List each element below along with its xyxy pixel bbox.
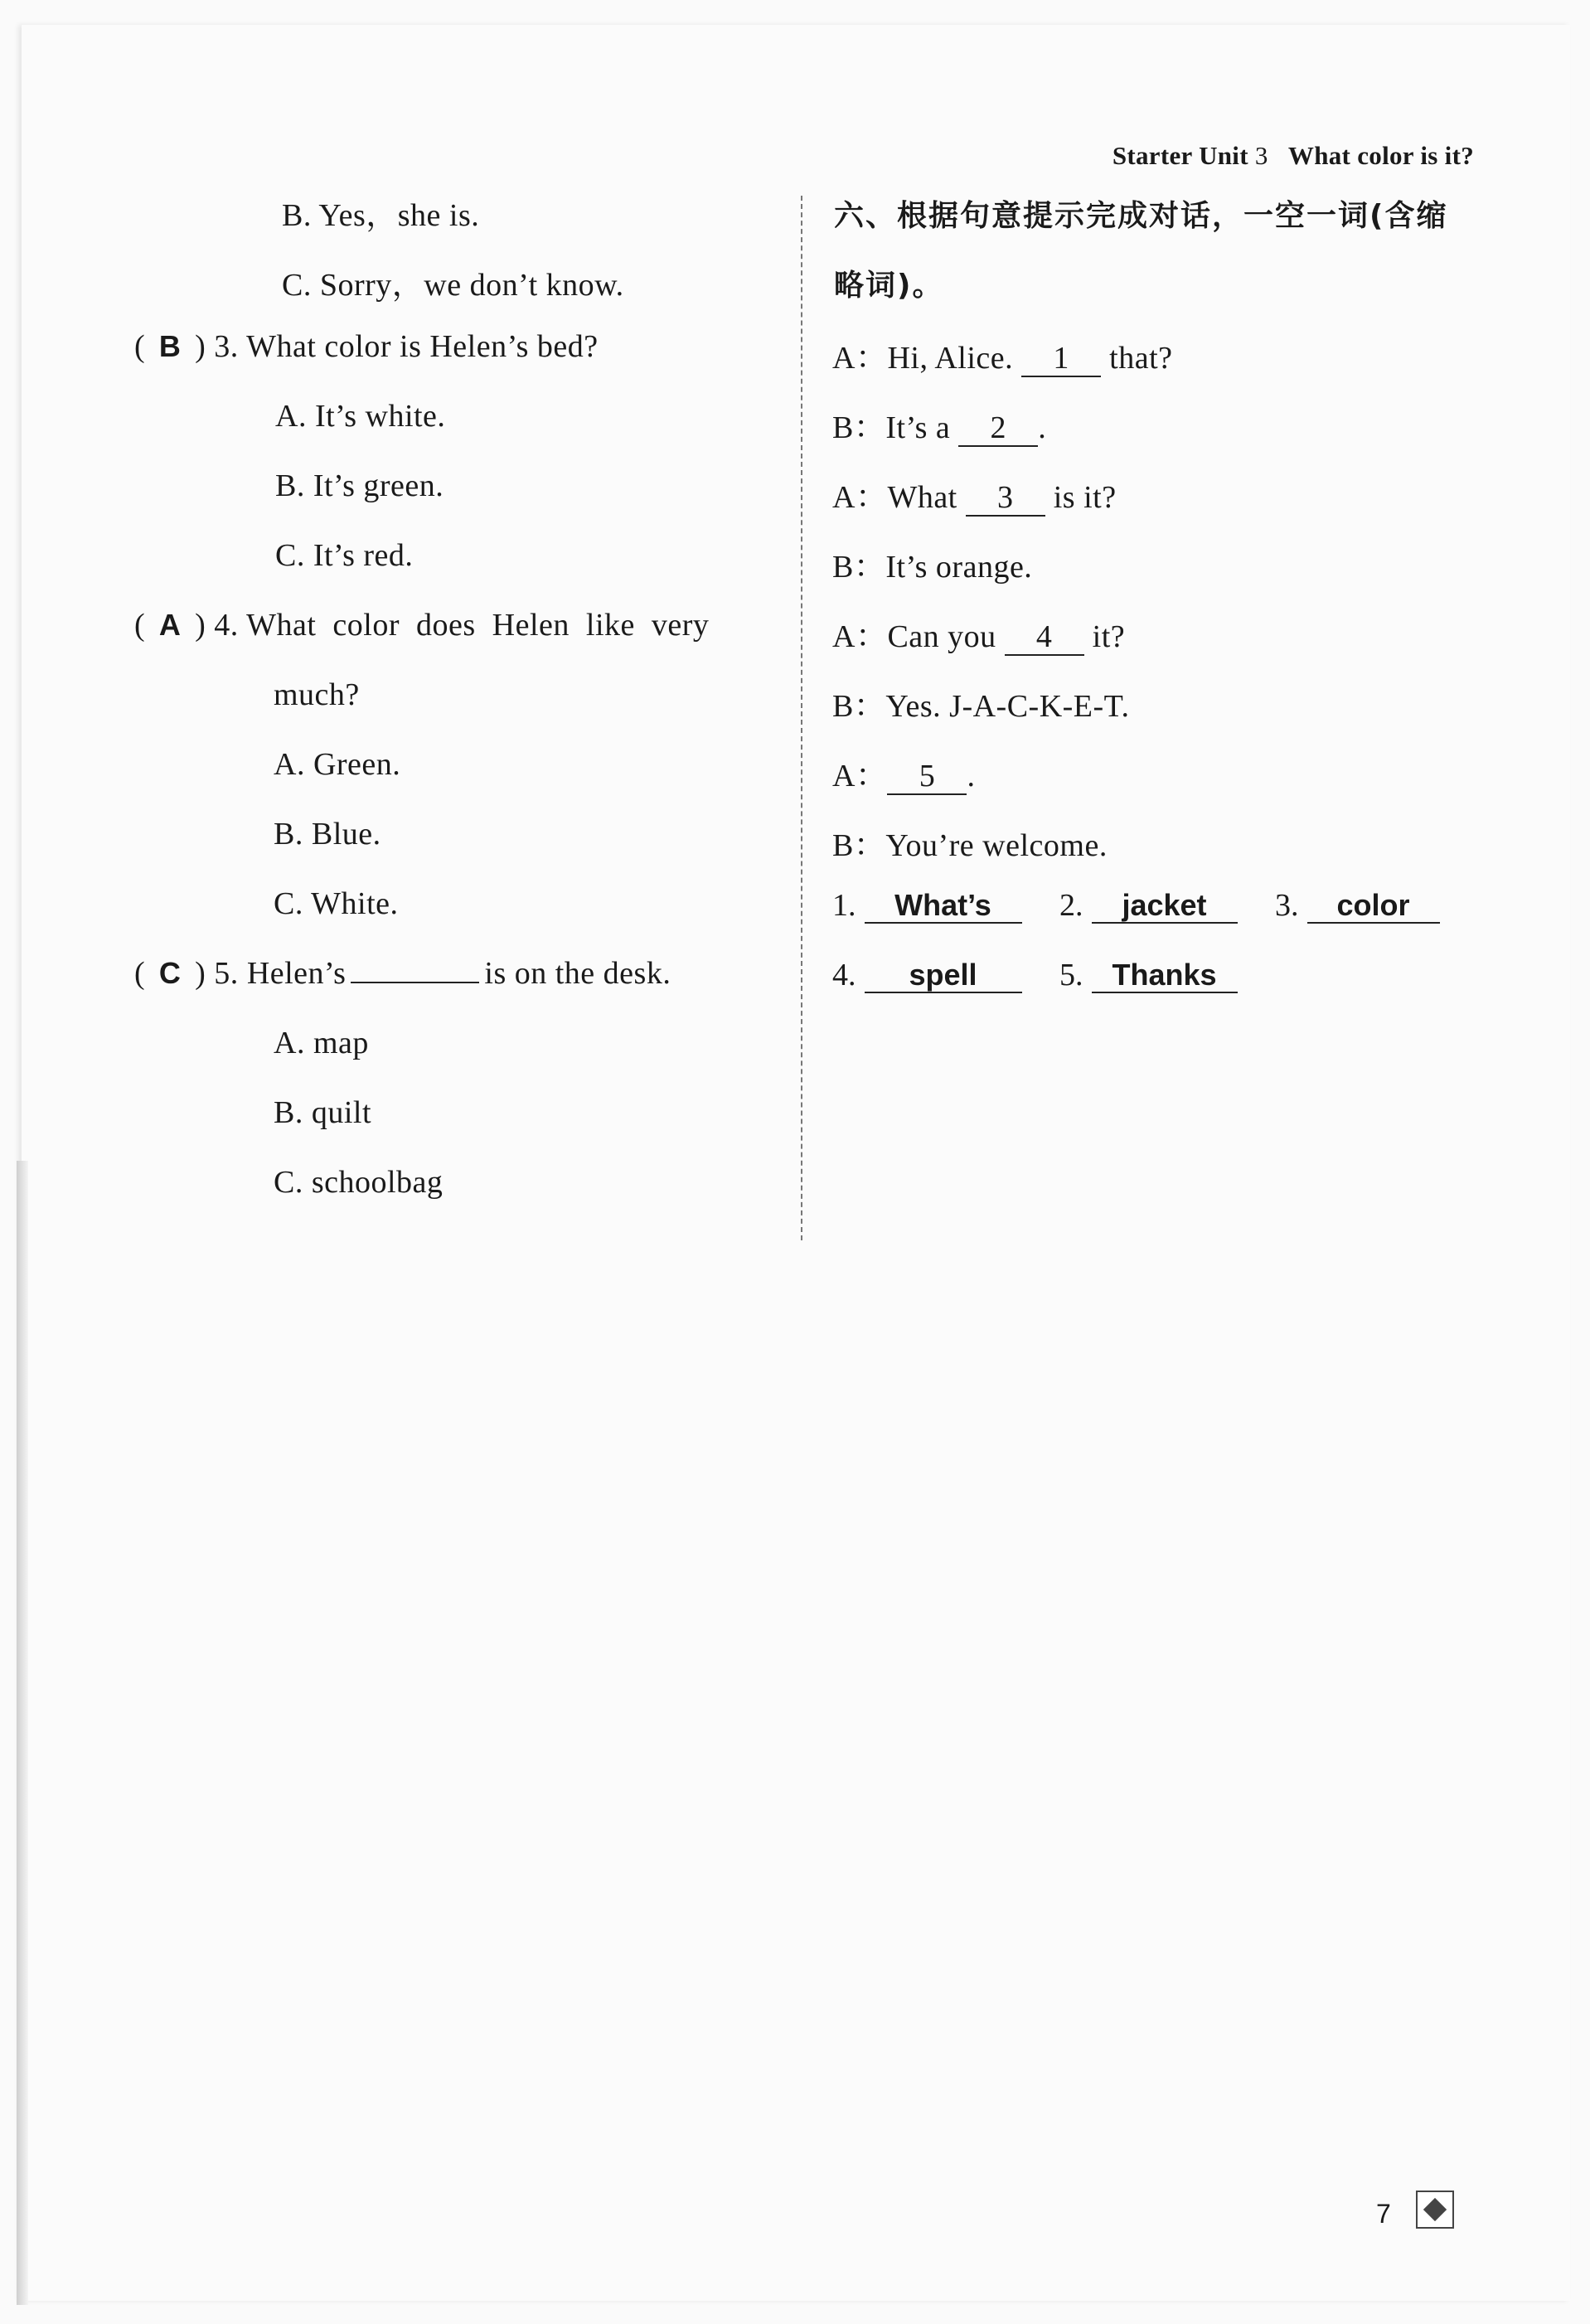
blank-1: 1	[1021, 342, 1101, 377]
open-paren: (	[134, 329, 146, 364]
q4-option-a: A. Green.	[274, 747, 401, 782]
section-six-title: 六、根据句意提示完成对话，一空一词(含缩	[834, 199, 1448, 233]
answer-number: 1.	[832, 888, 856, 923]
dialogue-text: it?	[1092, 619, 1126, 654]
q5-answer: C	[158, 956, 182, 990]
q3-option-b: B. It’s green.	[275, 468, 444, 503]
page-sheet	[22, 25, 1570, 2301]
page-number: 7	[1376, 2199, 1391, 2229]
q5-stem-before: Helen’s	[246, 956, 347, 991]
question-5	[134, 955, 671, 992]
answer-word: Thanks	[1092, 958, 1238, 993]
speaker: B：	[832, 828, 886, 863]
header-title: What color is it?	[1287, 141, 1474, 170]
speaker: A：	[832, 480, 888, 515]
dialogue-line-8	[832, 819, 1108, 865]
q5-option-c: C. schoolbag	[274, 1165, 444, 1200]
dialogue-line-4	[832, 541, 1032, 586]
q3-option-c: C. It’s red.	[275, 538, 414, 573]
answer-number: 3.	[1275, 888, 1299, 923]
header-prefix: Starter Unit	[1112, 141, 1248, 170]
open-paren: (	[134, 608, 146, 643]
dialogue-text: What	[887, 480, 957, 515]
section-six-title-cont: 略词)。	[834, 269, 944, 303]
dialogue-line-1	[832, 332, 1173, 377]
speaker: B：	[832, 689, 886, 724]
question-3	[134, 328, 599, 365]
q4-option-c: C. White.	[274, 886, 399, 921]
answer-number: 2.	[1059, 888, 1083, 923]
answer-number: 5.	[1059, 958, 1083, 992]
running-header	[1113, 141, 1474, 171]
binding-shadow	[17, 1161, 28, 2305]
dialogue-text: It’s a	[885, 410, 951, 445]
q4-stem-continued: much?	[274, 677, 360, 712]
dialogue-text: .	[967, 759, 976, 793]
answer-row-1	[832, 887, 1440, 924]
dialogue-line-7	[832, 750, 975, 795]
dialogue-text: Yes. J-A-C-K-E-T.	[885, 689, 1130, 724]
answer-word: color	[1307, 889, 1440, 924]
dialogue-text: Can you	[887, 619, 996, 654]
dialogue-text: is it?	[1053, 480, 1117, 515]
dialogue-line-2	[832, 401, 1046, 447]
q4-stem: What color does Helen like very	[246, 608, 710, 643]
question-4	[134, 607, 709, 643]
blank-5: 5	[887, 760, 967, 795]
open-paren: (	[134, 956, 146, 991]
q4-option-b: B. Blue.	[274, 817, 381, 851]
dialogue-text: It’s orange.	[885, 550, 1033, 585]
answer-number: 4.	[832, 958, 856, 992]
q2-option-b: B. Yes，she is.	[282, 198, 480, 233]
q4-number: ) 4.	[195, 608, 239, 643]
q5-option-a: A. map	[274, 1026, 369, 1060]
dialogue-text: Hi, Alice.	[887, 341, 1014, 376]
speaker: A：	[832, 341, 888, 376]
q5-number: ) 5.	[195, 956, 239, 991]
q3-stem: What color is Helen’s bed?	[246, 329, 599, 364]
dialogue-text: You’re welcome.	[885, 828, 1108, 863]
dialogue-text: that?	[1109, 341, 1173, 376]
speaker: B：	[832, 410, 886, 445]
dialogue-line-5	[832, 610, 1125, 656]
dialogue-text: .	[1038, 410, 1047, 445]
speaker: A：	[832, 759, 888, 793]
answer-word: spell	[865, 958, 1022, 993]
answer-word: jacket	[1092, 889, 1238, 924]
q4-answer: A	[158, 608, 182, 642]
q5-blank	[351, 957, 479, 983]
dialogue-line-3	[832, 471, 1117, 517]
diamond-icon	[1416, 2191, 1454, 2229]
answer-row-2	[832, 957, 1238, 993]
q3-option-a: A. It’s white.	[275, 399, 446, 434]
q2-option-c: C. Sorry，we don’t know.	[282, 268, 624, 303]
q5-option-b: B. quilt	[274, 1095, 372, 1130]
column-divider	[801, 196, 802, 1240]
blank-3: 3	[966, 482, 1045, 517]
q3-number: ) 3.	[195, 329, 239, 364]
dialogue-line-6	[832, 680, 1130, 725]
speaker: B：	[832, 550, 886, 585]
q5-stem-after: is on the desk.	[484, 956, 671, 991]
blank-4: 4	[1005, 621, 1084, 656]
q3-answer: B	[158, 329, 182, 363]
blank-2: 2	[958, 412, 1038, 447]
answer-word: What’s	[865, 889, 1022, 924]
speaker: A：	[832, 619, 888, 654]
header-unit-number: 3	[1254, 141, 1268, 170]
